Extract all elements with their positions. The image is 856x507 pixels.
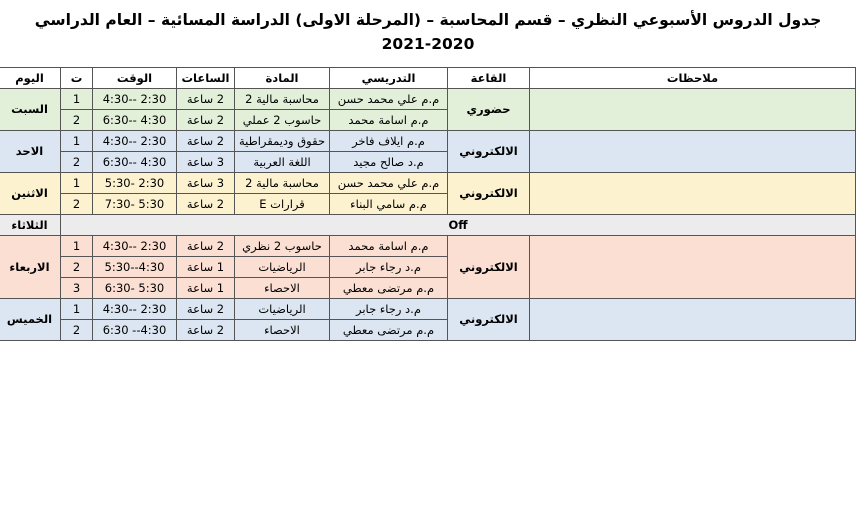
notes-cell (530, 298, 856, 340)
number-cell: 3 (61, 277, 93, 298)
header-hall: القاعة (448, 67, 530, 88)
notes-cell (530, 235, 856, 298)
subject-cell: الرياضيات (235, 298, 330, 319)
hall-cell: الالكتروني (448, 172, 530, 214)
header-day: اليوم (0, 67, 61, 88)
table-row (0, 235, 856, 256)
day-cell: الاثنين (0, 172, 61, 214)
header-subject: المادة (235, 67, 330, 88)
number-cell: 2 (61, 319, 93, 340)
day-cell: الاربعاء (0, 235, 61, 298)
table-row (0, 88, 856, 109)
table-body (0, 88, 856, 340)
number-cell: 2 (61, 109, 93, 130)
title-line-2: 2021-2020 (381, 35, 475, 54)
number-cell: 2 (61, 193, 93, 214)
teacher-cell: م.د رجاء جابر (330, 298, 448, 319)
subject-cell: الاحصاء (235, 277, 330, 298)
number-cell: 1 (61, 88, 93, 109)
time-cell: 2:30 --4:30 (93, 235, 177, 256)
number-cell: 2 (61, 256, 93, 277)
teacher-cell: م.د صالح مجيد (330, 151, 448, 172)
title-line-1: جدول الدروس الأسبوعي النظري – قسم المحاسبة – (المرحلة الاولى) الدراسة المسائية – العام الدراسي (34, 11, 822, 29)
header-no: ت (61, 67, 93, 88)
hall-cell: الالكتروني (448, 298, 530, 340)
number-cell: 2 (61, 151, 93, 172)
subject-cell: الرياضيات (235, 256, 330, 277)
teacher-cell: م.م مرتضى معطي (330, 277, 448, 298)
day-cell: الثلاثاء (0, 214, 61, 235)
teacher-cell: م.م اسامة محمد (330, 235, 448, 256)
off-cell: Off (61, 214, 856, 235)
subject-cell: محاسبة مالية 2 (235, 88, 330, 109)
subject-cell: حاسوب 2 عملي (235, 109, 330, 130)
subject-cell: محاسبة مالية 2 (235, 172, 330, 193)
hours-cell: 3 ساعة (177, 172, 235, 193)
hall-cell: الالكتروني (448, 235, 530, 298)
teacher-cell: م.م ايلاف فاخر (330, 130, 448, 151)
number-cell: 1 (61, 172, 93, 193)
day-cell: السبت (0, 88, 61, 130)
notes-cell (530, 130, 856, 172)
hours-cell: 1 ساعة (177, 256, 235, 277)
time-cell: 4:30 --6:30 (93, 109, 177, 130)
time-cell: 5:30 -6:30 (93, 277, 177, 298)
notes-cell (530, 172, 856, 214)
subject-cell: حاسوب 2 نظري (235, 235, 330, 256)
notes-cell (530, 88, 856, 130)
teacher-cell: م.د رجاء جابر (330, 256, 448, 277)
table-header-row (0, 67, 856, 88)
header-teacher: التدريسي (330, 67, 448, 88)
header-time: الوقت (93, 67, 177, 88)
hours-cell: 3 ساعة (177, 151, 235, 172)
teacher-cell: م.م اسامة محمد (330, 109, 448, 130)
time-cell: 4:30-- 6:30 (93, 319, 177, 340)
hours-cell: 2 ساعة (177, 193, 235, 214)
table-row (0, 298, 856, 319)
hall-cell: الالكتروني (448, 130, 530, 172)
table-row (0, 130, 856, 151)
hours-cell: 2 ساعة (177, 130, 235, 151)
page-title (0, 0, 856, 57)
time-cell: 4:30--5:30 (93, 256, 177, 277)
header-hours: الساعات (177, 67, 235, 88)
day-cell: الاحد (0, 130, 61, 172)
subject-cell: قرارات E (235, 193, 330, 214)
number-cell: 1 (61, 235, 93, 256)
subject-cell: حقوق وديمقراطية (235, 130, 330, 151)
weekly-schedule-table (0, 67, 856, 341)
time-cell: 2:30 --4:30 (93, 298, 177, 319)
time-cell: 4:30 --6:30 (93, 151, 177, 172)
hours-cell: 2 ساعة (177, 235, 235, 256)
hours-cell: 2 ساعة (177, 319, 235, 340)
table-header (0, 67, 856, 88)
teacher-cell: م.م علي محمد حسن (330, 172, 448, 193)
subject-cell: اللغة العربية (235, 151, 330, 172)
hours-cell: 2 ساعة (177, 88, 235, 109)
hours-cell: 2 ساعة (177, 298, 235, 319)
time-cell: 2:30 --4:30 (93, 88, 177, 109)
table-row (0, 172, 856, 193)
table-row (0, 214, 856, 235)
time-cell: 2:30 -5:30 (93, 172, 177, 193)
teacher-cell: م.م علي محمد حسن (330, 88, 448, 109)
number-cell: 1 (61, 130, 93, 151)
number-cell: 1 (61, 298, 93, 319)
hours-cell: 1 ساعة (177, 277, 235, 298)
header-notes: ملاحظات (530, 67, 856, 88)
teacher-cell: م.م مرتضى معطي (330, 319, 448, 340)
teacher-cell: م.م سامي البناء (330, 193, 448, 214)
day-cell: الخميس (0, 298, 61, 340)
hours-cell: 2 ساعة (177, 109, 235, 130)
time-cell: 2:30 --4:30 (93, 130, 177, 151)
time-cell: 5:30 -7:30 (93, 193, 177, 214)
hall-cell: حضوري (448, 88, 530, 130)
subject-cell: الاحصاء (235, 319, 330, 340)
